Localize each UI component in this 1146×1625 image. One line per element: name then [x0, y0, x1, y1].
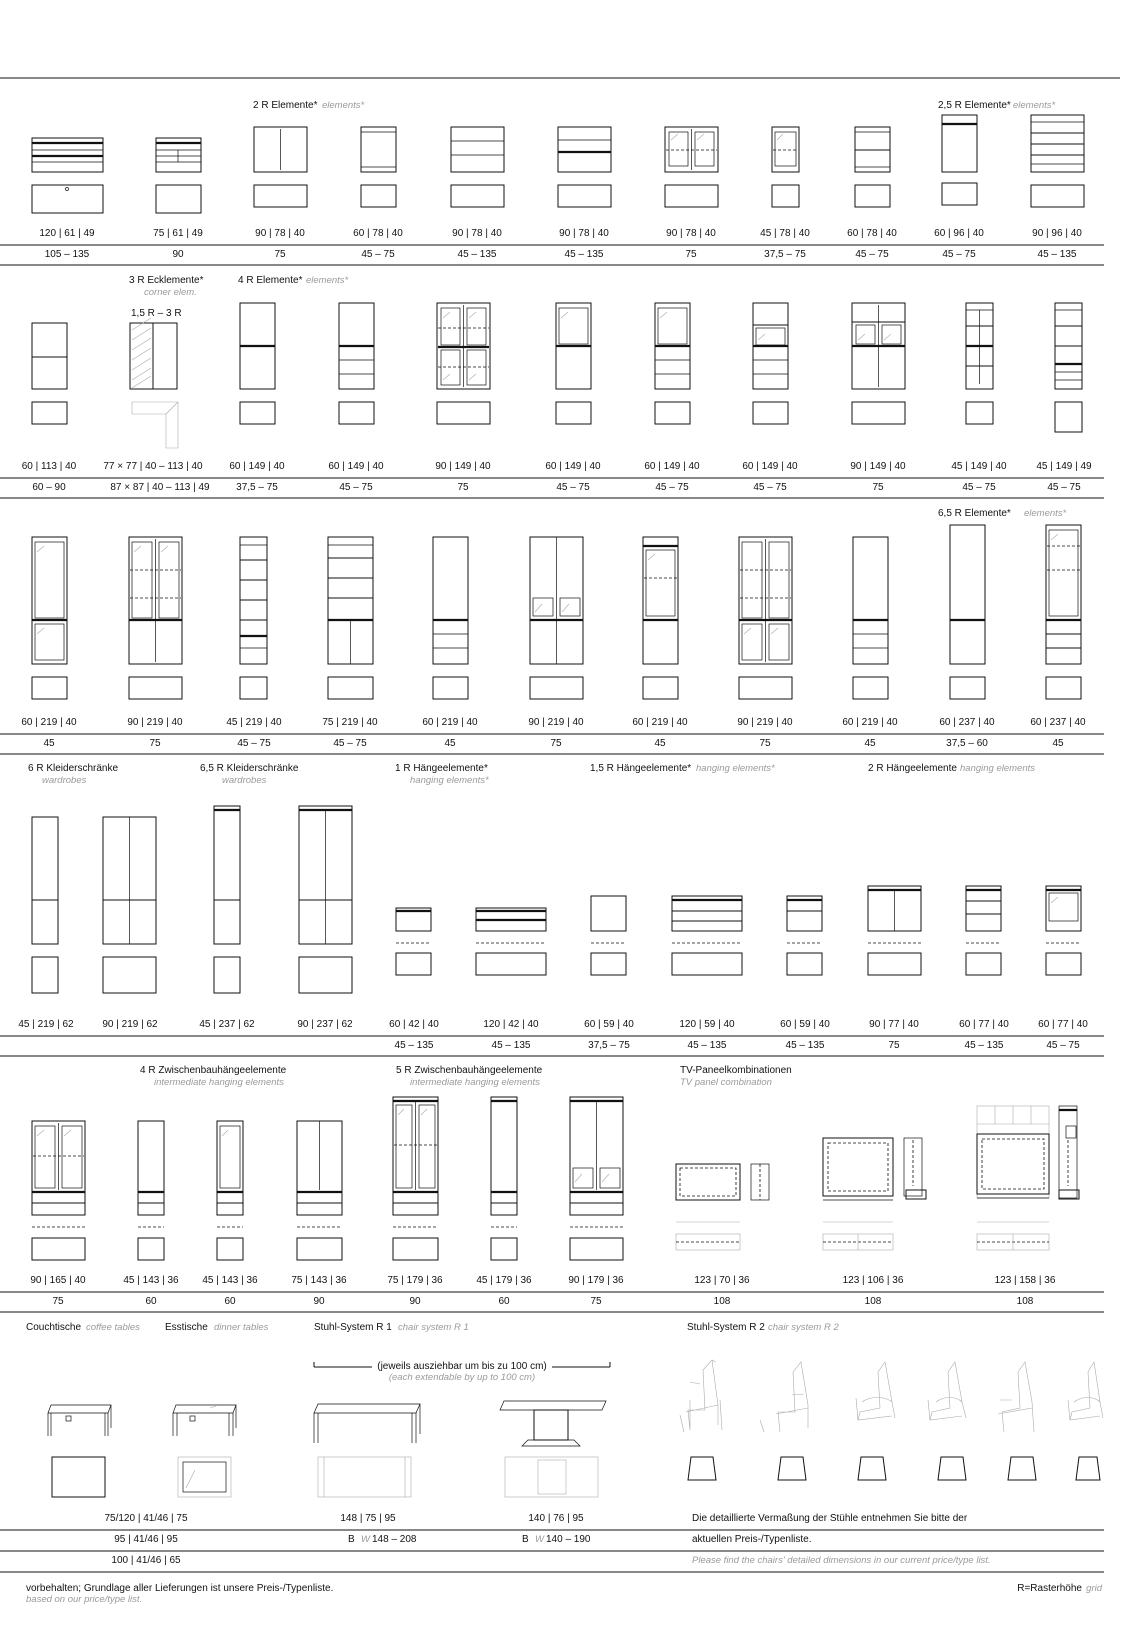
coffee-table-dims-3: 100 | 41/46 | 65	[111, 1555, 181, 1566]
item-2-3-dims: 60 | 149 | 40	[229, 461, 285, 472]
item-3-11-drawing	[1046, 525, 1081, 699]
item-2-7-dims: 60 | 149 | 40	[644, 461, 700, 472]
item-3-6-drawing	[530, 537, 583, 699]
extendable-note	[314, 1361, 610, 1383]
item-1-11-grid: 45 – 135	[1037, 249, 1077, 260]
item-4-3-dims: 45 | 237 | 62	[199, 1019, 255, 1030]
row-3-dims	[21, 717, 1086, 728]
item-5-10-drawing	[977, 1106, 1079, 1250]
dinner-table-2-w: W	[535, 1534, 544, 1545]
item-5-7-grid: 75	[590, 1296, 602, 1307]
item-4-6-drawing	[476, 908, 546, 975]
item-5-4-grid: 90	[313, 1296, 325, 1307]
item-1-5-drawing	[451, 127, 504, 207]
item-3-7-drawing	[643, 537, 678, 699]
item-4-12-dims: 60 | 77 | 40	[1038, 1019, 1088, 1030]
item-3-4-dims: 75 | 219 | 40	[322, 717, 378, 728]
item-5-6-drawing	[491, 1097, 517, 1260]
item-1-3-dims: 90 | 78 | 40	[255, 228, 305, 239]
item-1-6-grid: 45 – 135	[564, 249, 604, 260]
item-5-7-drawing	[570, 1097, 623, 1260]
row6-header-4-subtitle: chair system R 2	[768, 1322, 839, 1333]
item-1-6-dims: 90 | 78 | 40	[559, 228, 609, 239]
item-2-4-grid: 45 – 75	[339, 482, 373, 493]
row-5-grid	[52, 1296, 1033, 1307]
item-5-10-dims: 123 | 158 | 36	[994, 1275, 1056, 1286]
item-3-10-drawing	[950, 525, 985, 699]
item-4-9-grid: 45 – 135	[785, 1040, 825, 1051]
item-1-1-drawing	[32, 138, 103, 213]
row-6-headers	[26, 1322, 839, 1333]
item-3-5-drawing	[433, 537, 468, 699]
item-2-9-dims: 90 | 149 | 40	[850, 461, 906, 472]
row1-header-1-subtitle: elements*	[322, 100, 365, 111]
item-3-9-drawing	[853, 537, 888, 699]
dinner-table-1-drawing	[314, 1404, 420, 1497]
item-1-2-grid: 90	[172, 249, 184, 260]
item-5-1-dims: 90 | 165 | 40	[30, 1275, 86, 1286]
item-1-9-drawing	[855, 127, 890, 207]
item-1-4-dims: 60 | 78 | 40	[353, 228, 403, 239]
row5-header-3-title: TV-Paneelkombinationen	[680, 1065, 792, 1076]
item-5-7-dims: 90 | 179 | 36	[568, 1275, 624, 1286]
dinner-table-2-width-range: 140 – 190	[546, 1534, 591, 1545]
row4-header-2-subtitle: wardrobes	[222, 775, 267, 786]
item-4-11-drawing	[966, 886, 1001, 975]
item-2-6-drawing	[556, 303, 591, 424]
footer-left: vorbehalten; Grundlage aller Lieferungen ist unsere Preis-/Typenliste.	[26, 1583, 334, 1594]
item-3-10-dims: 60 | 237 | 40	[939, 717, 995, 728]
item-3-5-dims: 60 | 219 | 40	[422, 717, 478, 728]
item-4-1-dims: 45 | 219 | 62	[18, 1019, 74, 1030]
chair-2-drawing	[760, 1362, 808, 1480]
item-3-8-dims: 90 | 219 | 40	[737, 717, 793, 728]
item-4-2-drawing	[103, 817, 156, 993]
item-5-5-grid: 90	[409, 1296, 421, 1307]
item-2-3-grid: 37,5 – 75	[236, 482, 278, 493]
row-2-headers	[129, 275, 349, 319]
item-1-9-grid: 45 – 75	[855, 249, 889, 260]
row-2-dims	[22, 461, 1092, 472]
chairs-note-en: Please find the chairs' detailed dimensions in our current price/type list.	[692, 1555, 991, 1566]
item-1-1-dims: 120 | 61 | 49	[39, 228, 95, 239]
dinner-table-1-dims: 148 | 75 | 95	[340, 1513, 396, 1524]
row-6-drawings	[48, 1360, 1103, 1497]
item-5-6-grid: 60	[498, 1296, 510, 1307]
item-5-10-grid: 108	[1016, 1296, 1034, 1307]
row2-header-1-title: 3 R Ecklemente*	[129, 275, 204, 286]
item-4-1-drawing	[32, 817, 58, 993]
chair-4-drawing	[928, 1362, 966, 1480]
item-4-12-drawing	[1046, 886, 1081, 975]
item-3-1-drawing	[32, 537, 67, 699]
item-2-10-grid: 45 – 75	[962, 482, 996, 493]
item-2-1-drawing	[32, 323, 67, 424]
item-2-7-drawing	[655, 303, 690, 424]
item-1-8-grid: 37,5 – 75	[764, 249, 806, 260]
item-2-4-dims: 60 | 149 | 40	[328, 461, 384, 472]
row-5-drawings	[32, 1097, 1079, 1260]
row-5-headers	[140, 1065, 792, 1088]
item-1-4-grid: 45 – 75	[361, 249, 395, 260]
item-5-9-dims: 123 | 106 | 36	[842, 1275, 904, 1286]
item-2-3-drawing	[240, 303, 275, 424]
item-2-2-drawing	[130, 318, 178, 448]
row5-header-1-subtitle: intermediate hanging elements	[154, 1077, 284, 1088]
row-1-dims	[39, 228, 1082, 239]
item-2-5-grid: 75	[457, 482, 469, 493]
row-6-dims	[104, 1513, 990, 1566]
item-4-5-drawing	[396, 908, 431, 975]
item-4-9-drawing	[787, 896, 822, 975]
item-4-7-dims: 60 | 59 | 40	[584, 1019, 634, 1030]
item-1-2-dims: 75 | 61 | 49	[153, 228, 203, 239]
item-3-8-grid: 75	[759, 738, 771, 749]
row6-header-1-title: Couchtische	[26, 1322, 82, 1333]
row1-header-1-title: 2 R Elemente*	[253, 100, 318, 111]
item-5-8-drawing	[676, 1164, 769, 1250]
row4-header-3-title: 1 R Hängeelemente*	[395, 763, 488, 774]
item-3-6-dims: 90 | 219 | 40	[528, 717, 584, 728]
chair-3-drawing	[856, 1362, 895, 1480]
item-5-9-drawing	[823, 1138, 926, 1250]
item-1-10-grid: 45 – 75	[942, 249, 976, 260]
item-2-9-grid: 75	[872, 482, 884, 493]
item-4-11-grid: 45 – 135	[964, 1040, 1004, 1051]
item-2-8-grid: 45 – 75	[753, 482, 787, 493]
item-2-5-drawing	[437, 303, 490, 424]
row6-header-3-title: Stuhl-System R 1	[314, 1322, 392, 1333]
item-4-8-drawing	[672, 896, 742, 975]
item-4-6-dims: 120 | 42 | 40	[483, 1019, 539, 1030]
chair-5-drawing	[998, 1362, 1036, 1480]
item-3-9-dims: 60 | 219 | 40	[842, 717, 898, 728]
item-1-9-dims: 60 | 78 | 40	[847, 228, 897, 239]
item-4-7-grid: 37,5 – 75	[588, 1040, 630, 1051]
row-2-grid	[32, 482, 1081, 493]
item-2-5-dims: 90 | 149 | 40	[435, 461, 491, 472]
row5-header-3-subtitle: TV panel combination	[680, 1077, 772, 1088]
item-5-2-grid: 60	[145, 1296, 157, 1307]
item-4-7-drawing	[591, 896, 626, 975]
row4-header-3-subtitle: hanging elements*	[410, 775, 489, 786]
corner-range-label: 1,5 R – 3 R	[131, 308, 182, 319]
item-1-1-grid: 105 – 135	[44, 249, 90, 260]
row4-header-4-subtitle: hanging elements*	[696, 763, 775, 774]
item-2-6-grid: 45 – 75	[556, 482, 590, 493]
item-5-3-grid: 60	[224, 1296, 236, 1307]
item-5-2-drawing	[138, 1121, 164, 1260]
row-3-grid	[43, 738, 1064, 749]
row-3-headers	[938, 508, 1067, 519]
row5-header-2-subtitle: intermediate hanging elements	[410, 1077, 540, 1088]
item-1-5-grid: 45 – 135	[457, 249, 497, 260]
row3-header-1-subtitle: elements*	[1024, 508, 1067, 519]
row6-header-3-subtitle: chair system R 1	[398, 1322, 469, 1333]
item-2-8-drawing	[753, 303, 788, 424]
coffee-table-1-drawing	[48, 1405, 111, 1497]
item-2-2-grid: 87 × 87 | 40 – 113 | 49	[110, 482, 210, 493]
item-3-11-dims: 60 | 237 | 40	[1030, 717, 1086, 728]
item-5-5-dims: 75 | 179 | 36	[387, 1275, 443, 1286]
row-3-drawings	[32, 525, 1081, 699]
chair-6-drawing	[1068, 1362, 1103, 1480]
dinner-table-1-width-range: 148 – 208	[372, 1534, 417, 1545]
row3-header-1-title: 6,5 R Elemente*	[938, 508, 1011, 519]
item-4-4-dims: 90 | 237 | 62	[297, 1019, 353, 1030]
coffee-table-2-drawing	[173, 1405, 236, 1497]
item-3-3-dims: 45 | 219 | 40	[226, 717, 282, 728]
row6-header-2-title: Esstische	[165, 1322, 208, 1333]
row4-header-5-subtitle: hanging elements	[960, 763, 1035, 774]
item-2-7-grid: 45 – 75	[655, 482, 689, 493]
item-5-9-grid: 108	[864, 1296, 882, 1307]
row5-header-2-title: 5 R Zwischenbauhängeelemente	[396, 1065, 543, 1076]
item-4-3-drawing	[214, 806, 240, 993]
item-5-6-dims: 45 | 179 | 36	[476, 1275, 532, 1286]
row1-header-2-title: 2,5 R Elemente*	[938, 100, 1011, 111]
coffee-table-dims-1: 75/120 | 41/46 | 75	[104, 1513, 188, 1524]
extendable-note-de: (jeweils ausziehbar um bis zu 100 cm)	[377, 1361, 547, 1372]
item-3-4-grid: 45 – 75	[333, 738, 367, 749]
item-5-8-dims: 123 | 70 | 36	[694, 1275, 750, 1286]
coffee-table-dims-2: 95 | 41/46 | 95	[114, 1534, 178, 1545]
item-3-7-dims: 60 | 219 | 40	[632, 717, 688, 728]
item-1-11-dims: 90 | 96 | 40	[1032, 228, 1082, 239]
item-1-6-drawing	[558, 127, 611, 207]
item-3-3-drawing	[240, 537, 267, 699]
item-4-12-grid: 45 – 75	[1046, 1040, 1080, 1051]
item-4-5-grid: 45 – 135	[394, 1040, 434, 1051]
dinner-table-2-dims: 140 | 76 | 95	[528, 1513, 584, 1524]
item-4-8-dims: 120 | 59 | 40	[679, 1019, 735, 1030]
item-2-6-dims: 60 | 149 | 40	[545, 461, 601, 472]
row2-header-1-subtitle: corner elem.	[144, 287, 197, 298]
item-2-1-dims: 60 | 113 | 40	[21, 461, 77, 472]
item-5-2-dims: 45 | 143 | 36	[123, 1275, 179, 1286]
extendable-note-en: (each extendable by up to 100 cm)	[388, 1372, 536, 1383]
item-4-8-grid: 45 – 135	[687, 1040, 727, 1051]
item-4-10-grid: 75	[888, 1040, 900, 1051]
footer-left-en: based on our price/type list.	[26, 1594, 143, 1605]
item-1-5-dims: 90 | 78 | 40	[452, 228, 502, 239]
row6-header-4-title: Stuhl-System R 2	[687, 1322, 765, 1333]
row6-header-1-subtitle: coffee tables	[86, 1322, 140, 1333]
item-2-10-drawing	[966, 303, 993, 424]
item-2-11-dims: 45 | 149 | 49	[1036, 461, 1092, 472]
item-1-10-dims: 60 | 96 | 40	[934, 228, 984, 239]
item-3-1-dims: 60 | 219 | 40	[21, 717, 77, 728]
dinner-table-2-b: B	[522, 1534, 529, 1545]
row-1-drawings	[32, 115, 1084, 213]
item-5-1-grid: 75	[52, 1296, 64, 1307]
item-3-6-grid: 75	[550, 738, 562, 749]
item-3-3-grid: 45 – 75	[237, 738, 271, 749]
footer-right: R=Rasterhöhe	[1017, 1583, 1082, 1594]
item-2-10-dims: 45 | 149 | 40	[951, 461, 1007, 472]
item-2-9-drawing	[852, 303, 905, 424]
row4-header-4-title: 1,5 R Hängeelemente*	[590, 763, 692, 774]
item-5-3-dims: 45 | 143 | 36	[202, 1275, 258, 1286]
item-4-6-grid: 45 – 135	[491, 1040, 531, 1051]
item-1-2-drawing	[156, 138, 201, 213]
row-5-dims	[30, 1275, 1055, 1286]
item-3-9-grid: 45	[864, 738, 876, 749]
item-3-1-grid: 45	[43, 738, 55, 749]
row2-header-2-subtitle: elements*	[306, 275, 349, 286]
item-5-5-drawing	[393, 1097, 438, 1260]
row-4-grid	[395, 1040, 1081, 1051]
dinner-table-2-drawing	[500, 1401, 606, 1497]
item-1-8-drawing	[772, 127, 799, 207]
item-1-11-drawing	[1031, 115, 1084, 207]
chairs-note-de-2: aktuellen Preis-/Typenliste.	[692, 1534, 812, 1545]
item-4-10-dims: 90 | 77 | 40	[869, 1019, 919, 1030]
item-1-3-grid: 75	[274, 249, 286, 260]
item-4-11-dims: 60 | 77 | 40	[959, 1019, 1009, 1030]
footer	[26, 1583, 1103, 1605]
row-2-drawings	[32, 303, 1082, 448]
item-4-9-dims: 60 | 59 | 40	[780, 1019, 830, 1030]
row6-header-2-subtitle: dinner tables	[214, 1322, 269, 1333]
item-3-5-grid: 45	[444, 738, 456, 749]
row4-header-5-title: 2 R Hängeelemente	[868, 763, 957, 774]
item-1-3-drawing	[254, 127, 307, 207]
item-3-11-grid: 45	[1052, 738, 1064, 749]
dinner-table-1-w: W	[361, 1534, 370, 1545]
item-3-4-drawing	[328, 537, 373, 699]
row2-header-2-title: 4 R Elemente*	[238, 275, 303, 286]
chairs-note-de-1: Die detaillierte Vermaßung der Stühle entnehmen Sie bitte der	[692, 1513, 968, 1524]
item-3-2-dims: 90 | 219 | 40	[127, 717, 183, 728]
item-3-2-grid: 75	[149, 738, 161, 749]
row4-header-2-title: 6,5 R Kleiderschränke	[200, 763, 299, 774]
item-3-8-drawing	[739, 537, 792, 699]
item-4-2-dims: 90 | 219 | 62	[102, 1019, 158, 1030]
item-2-11-grid: 45 – 75	[1047, 482, 1081, 493]
row-4-headers	[28, 763, 1035, 786]
item-2-2-dims: 77 × 77 | 40 – 113 | 40	[103, 461, 203, 472]
item-2-4-drawing	[339, 303, 374, 424]
row1-header-2-subtitle: elements*	[1013, 100, 1056, 111]
item-5-3-drawing	[217, 1121, 243, 1260]
row4-header-1-title: 6 R Kleiderschränke	[28, 763, 119, 774]
dinner-table-1-b: B	[348, 1534, 355, 1545]
item-1-4-drawing	[361, 127, 396, 207]
footer-right-en: grid	[1086, 1583, 1102, 1594]
row5-header-1-title: 4 R Zwischenbauhängeelemente	[140, 1065, 287, 1076]
item-1-10-drawing	[942, 115, 977, 205]
row4-header-1-subtitle: wardrobes	[42, 775, 87, 786]
item-1-7-drawing	[665, 127, 718, 207]
row-1-grid	[45, 249, 1077, 260]
row-4-dims	[18, 1019, 1088, 1030]
item-1-7-grid: 75	[685, 249, 697, 260]
item-5-1-drawing	[32, 1121, 85, 1260]
item-2-11-drawing	[1055, 303, 1082, 432]
chair-1-drawing	[680, 1360, 722, 1480]
item-5-8-grid: 108	[713, 1296, 731, 1307]
row-1-headers	[253, 100, 1056, 111]
item-5-4-dims: 75 | 143 | 36	[291, 1275, 347, 1286]
item-1-8-dims: 45 | 78 | 40	[760, 228, 810, 239]
item-2-1-grid: 60 – 90	[32, 482, 66, 493]
item-3-2-drawing	[129, 537, 182, 699]
item-2-8-dims: 60 | 149 | 40	[742, 461, 798, 472]
item-4-10-drawing	[868, 886, 921, 975]
item-5-4-drawing	[297, 1121, 342, 1260]
item-3-7-grid: 45	[654, 738, 666, 749]
item-4-5-dims: 60 | 42 | 40	[389, 1019, 439, 1030]
item-3-10-grid: 37,5 – 60	[946, 738, 988, 749]
row-4-drawings	[32, 806, 1081, 993]
item-4-4-drawing	[299, 806, 352, 993]
item-1-7-dims: 90 | 78 | 40	[666, 228, 716, 239]
